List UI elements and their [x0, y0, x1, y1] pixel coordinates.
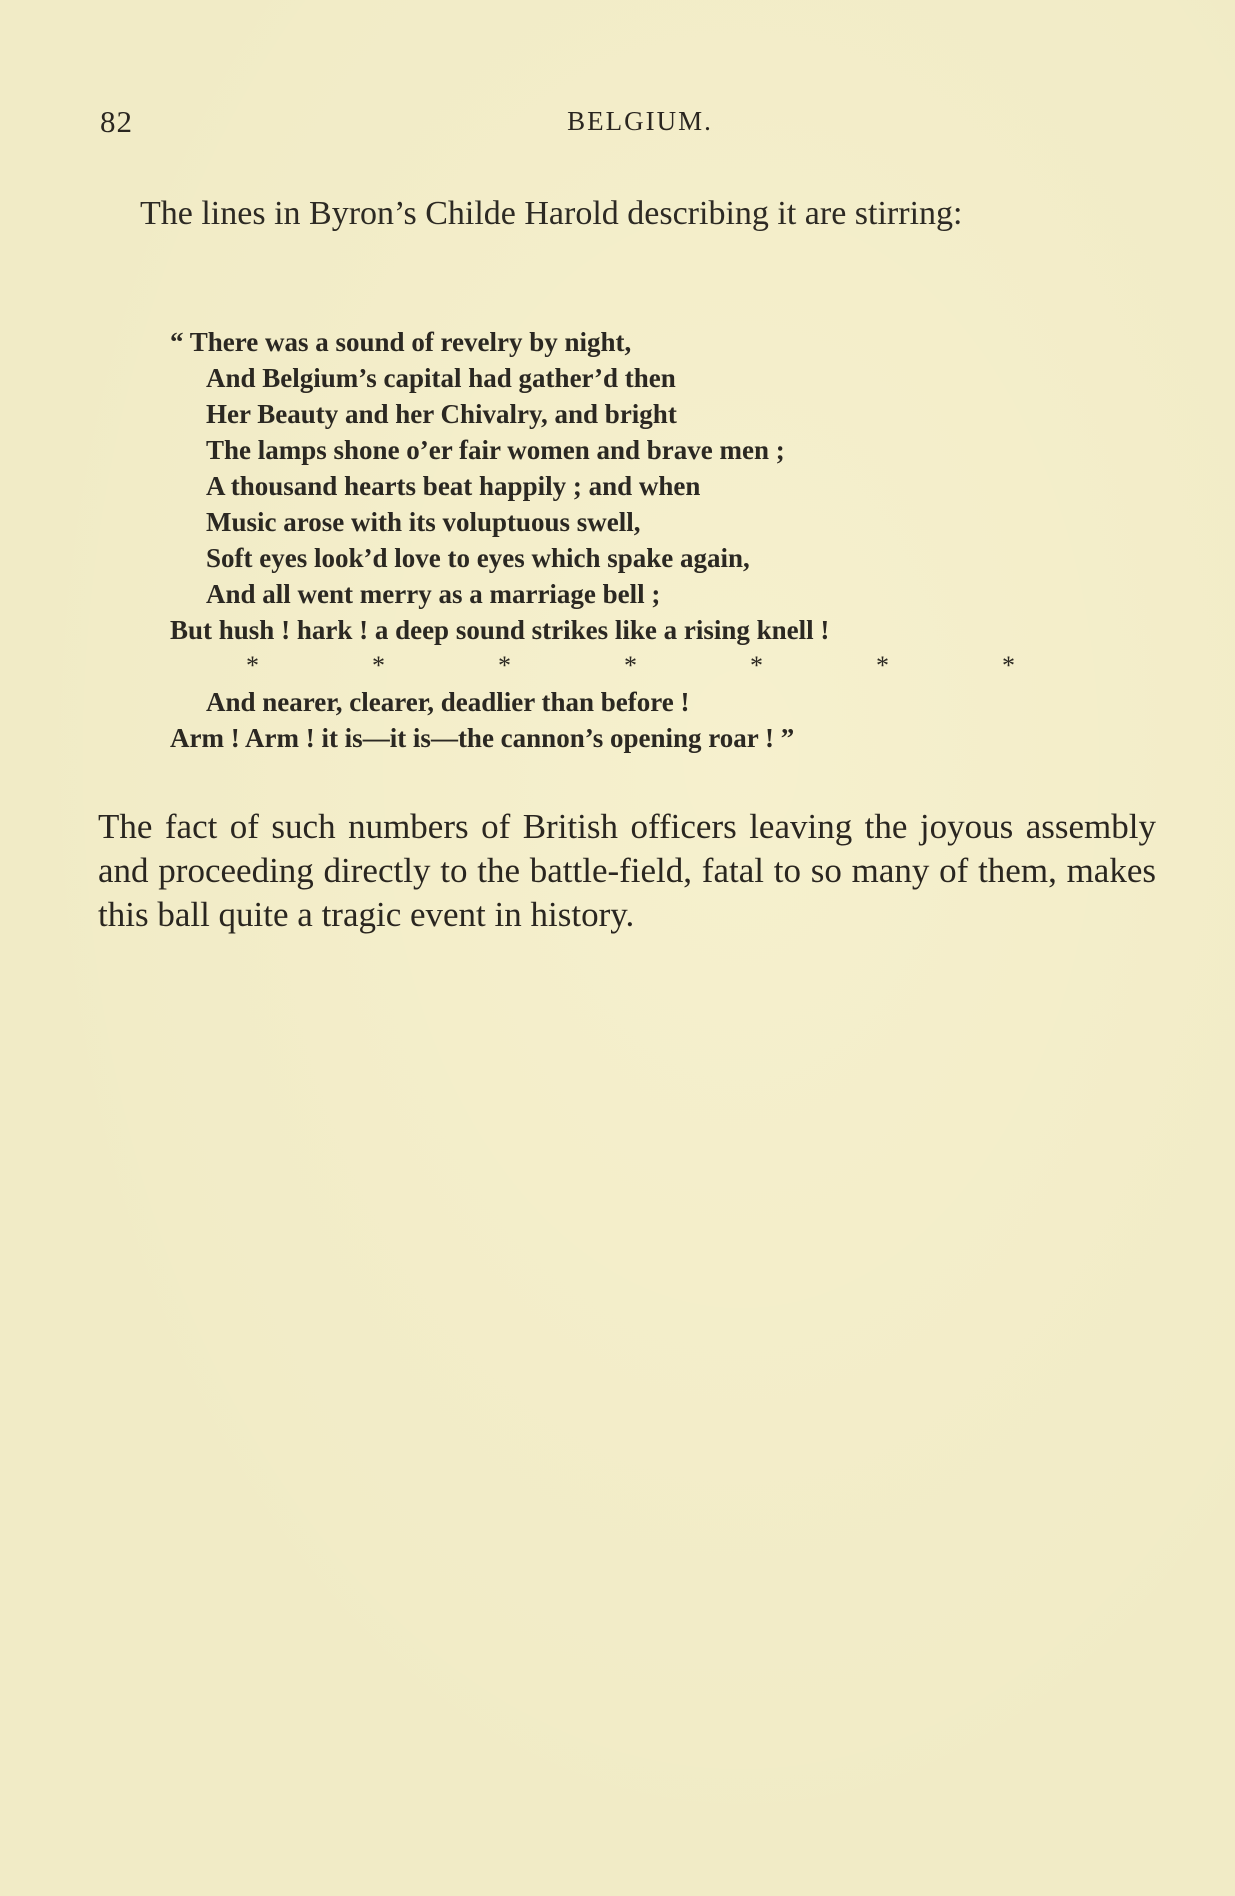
- asterisk: *: [624, 651, 637, 680]
- asterisk: *: [498, 651, 511, 680]
- page-number: 82: [100, 104, 133, 139]
- poem-line: And nearer, clearer, deadlier than before !: [206, 687, 690, 717]
- intro-paragraph: The lines in Byron’s Childe Harold describing it are stirring:: [140, 195, 963, 232]
- poem-quotation: [170, 324, 1130, 756]
- asterisk: *: [876, 651, 889, 680]
- poem-line: A thousand hearts beat happily ; and when: [206, 471, 701, 501]
- poem-line: And all went merry as a marriage bell ;: [206, 579, 661, 609]
- running-head: BELGIUM.: [567, 106, 713, 136]
- poem-line: Soft eyes look’d love to eyes which spake again,: [206, 543, 750, 573]
- page-header: [100, 104, 1140, 144]
- asterism: [170, 648, 1130, 684]
- poem-line: But hush ! hark ! a deep sound strikes like a rising knell !: [170, 615, 830, 645]
- poem-line: Music arose with its voluptuous swell,: [206, 507, 641, 537]
- body-paragraph: The fact of such numbers of British officers leaving the joyous assembly and proceeding directly to the battle-field, fatal to so many of them, makes this ball quite a tragic event in history.: [98, 807, 1156, 934]
- poem-line: Arm ! Arm ! it is—it is—the cannon’s opening roar ! ”: [170, 723, 795, 753]
- asterisk: *: [246, 651, 259, 680]
- poem-line: “ There was a sound of revelry by night,: [170, 327, 632, 357]
- asterisk: *: [1002, 651, 1015, 680]
- poem-line: The lamps shone o’er fair women and brave men ;: [206, 435, 785, 465]
- asterisk: *: [750, 651, 763, 680]
- asterisk: *: [372, 651, 385, 680]
- poem-line: And Belgium’s capital had gather’d then: [206, 363, 676, 393]
- poem-line: Her Beauty and her Chivalry, and bright: [206, 399, 677, 429]
